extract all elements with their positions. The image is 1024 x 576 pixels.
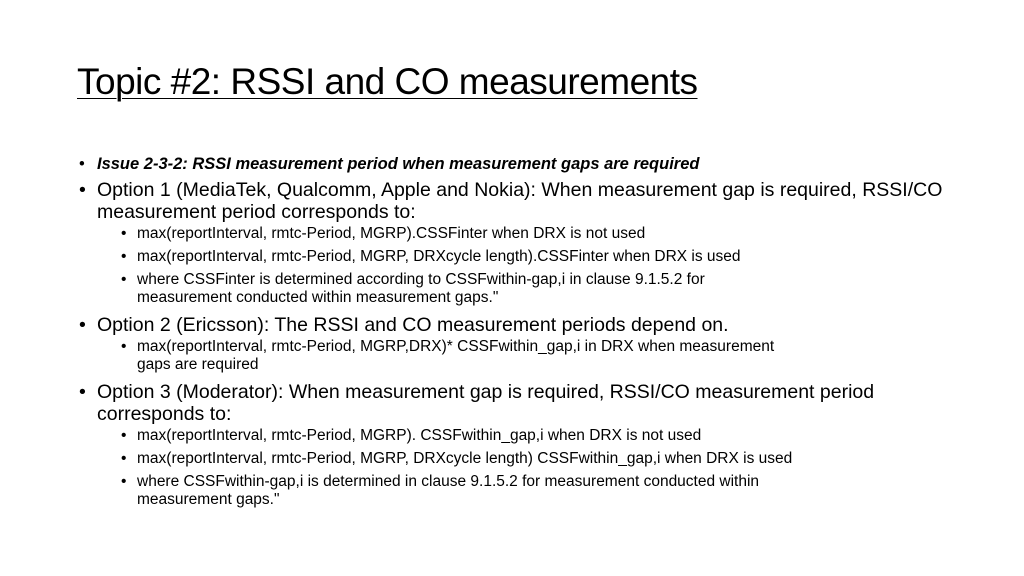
option-3-sub-item: • max(reportInterval, rmtc-Period, MGRP, DRXcycle length) CSSFwithin_gap,i when DRX is used bbox=[97, 450, 957, 468]
option-2 bbox=[77, 314, 957, 374]
slide-title: Topic #2: RSSI and CO measurements bbox=[77, 61, 698, 102]
option-1-sub-item: • where CSSFinter is determined according to CSSFwithin-gap,i in clause 9.1.5.2 for measurement conducted within measurement gaps." bbox=[97, 271, 957, 307]
option-1-sublist bbox=[97, 225, 957, 307]
option-1 bbox=[77, 179, 957, 307]
option-3 bbox=[77, 381, 957, 509]
option-2-sub-item: • max(reportInterval, rmtc-Period, MGRP,DRX)* CSSFwithin_gap,i in DRX when measurement gaps are required bbox=[97, 338, 957, 374]
bullet-list bbox=[77, 153, 957, 509]
option-1-text: Option 1 (MediaTek, Qualcomm, Apple and Nokia): When measurement gap is required, RSSI/CO measurement period corresponds to: bbox=[97, 179, 943, 223]
issue-heading: • Issue 2-3-2: RSSI measurement period when measurement gaps are required bbox=[77, 153, 957, 175]
option-3-sub-item: • where CSSFwithin-gap,i is determined in clause 9.1.5.2 for measurement conducted within measurement gaps." bbox=[97, 473, 957, 509]
option-1-sub-item: • max(reportInterval, rmtc-Period, MGRP, DRXcycle length).CSSFinter when DRX is used bbox=[97, 248, 957, 266]
slide-body bbox=[77, 153, 957, 514]
option-1-sub-item: • max(reportInterval, rmtc-Period, MGRP).CSSFinter when DRX is not used bbox=[97, 225, 957, 243]
option-2-sublist bbox=[97, 338, 957, 374]
option-3-text: Option 3 (Moderator): When measurement gap is required, RSSI/CO measurement period corresponds to: bbox=[97, 381, 875, 425]
option-2-text: Option 2 (Ericsson): The RSSI and CO measurement periods depend on. bbox=[97, 314, 729, 336]
option-3-sub-item: • max(reportInterval, rmtc-Period, MGRP). CSSFwithin_gap,i when DRX is not used bbox=[97, 427, 957, 445]
option-3-sublist bbox=[97, 427, 957, 509]
